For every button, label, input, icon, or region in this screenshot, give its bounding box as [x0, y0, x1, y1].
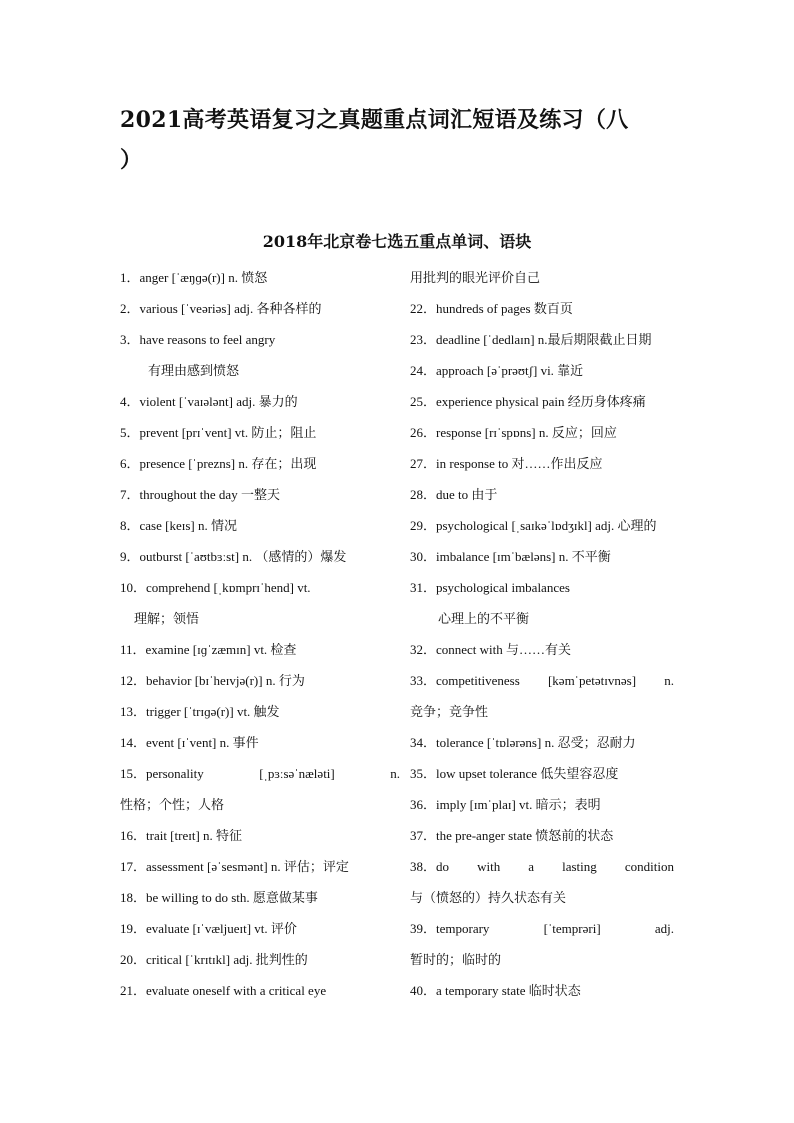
vocab-item: 34．tolerance [ˈtɒlərəns] n. 忍受；忍耐力 — [410, 735, 636, 750]
vocab-item: 35．low upset tolerance 低失望容忍度 — [410, 766, 619, 781]
vocab-item-justified — [120, 762, 400, 793]
vocab-pos: adj. — [654, 921, 674, 936]
vocab-item: 6．presence [ˈprezns] n. 存在；出现 — [120, 456, 317, 471]
vocab-item: 16．trait [treɪt] n. 特征 — [120, 828, 243, 843]
vocab-item-meaning: 理解；领悟 — [134, 611, 200, 626]
vocab-item: 29．psychological [ˌsaɪkəˈlɒdʒɪkl] adj. 心理的 — [410, 518, 657, 533]
vocab-pronunciation: [ˌpɜːsəˈnæləti] — [259, 766, 335, 781]
vocab-item-meaning: 竞争；竞争性 — [410, 704, 489, 719]
vocab-item: 10．comprehend [ˌkɒmprɪˈhend] vt. — [120, 580, 311, 595]
vocab-word-part: a — [528, 859, 535, 874]
vocab-word-part: condition — [624, 859, 674, 874]
vocab-item: 26．response [rɪˈspɒns] n. 反应；回应 — [410, 425, 617, 440]
vocab-pronunciation: [kəmˈpetətɪvnəs] — [547, 673, 637, 688]
vocab-item: 32．connect with 与……有关 — [410, 642, 572, 657]
document-title — [120, 100, 680, 180]
vocab-item-meaning: 有理由感到愤怒 — [148, 363, 240, 378]
section-subtitle: 2018年北京卷七选五重点单词、语块 — [262, 232, 532, 251]
vocab-item: 27．in response to 对……作出反应 — [410, 456, 603, 471]
vocab-item: 17．assessment [əˈsesmənt] n. 评估；评定 — [120, 859, 349, 874]
vocab-column-right — [410, 266, 674, 1010]
vocab-item-justified — [410, 855, 674, 886]
vocab-item: 24．approach [əˈprəʊtʃ] vi. 靠近 — [410, 363, 584, 378]
vocab-item: 23．deadline [ˈdedlaɪn] n.最后期限截止日期 — [410, 332, 652, 347]
vocab-word-part: with — [477, 859, 501, 874]
title-line-1: 2021高考英语复习之真题重点词汇短语及练习（八 — [120, 107, 629, 133]
vocab-item: 11．examine [ɪɡˈzæmɪn] vt. 检查 — [120, 642, 297, 657]
vocab-item-meaning: 暂时的；临时的 — [410, 952, 502, 967]
vocab-item: 9．outburst [ˈaʊtbɜːst] n. （感情的）爆发 — [120, 549, 347, 564]
vocab-item: 5．prevent [prɪˈvent] vt. 防止；阻止 — [120, 425, 317, 440]
vocab-item-meaning: 性格；个性；人格 — [120, 797, 225, 812]
vocab-item: 36．imply [ɪmˈplaɪ] vt. 暗示；表明 — [410, 797, 601, 812]
vocab-item: 21．evaluate oneself with a critical eye — [120, 983, 327, 998]
vocab-item: 25．experience physical pain 经历身体疼痛 — [410, 394, 646, 409]
vocab-word: 33．competitiveness — [410, 673, 520, 688]
vocab-item: 13．trigger [ˈtrɪɡə(r)] vt. 触发 — [120, 704, 280, 719]
vocab-item: 1．anger [ˈæŋɡə(r)] n. 愤怒 — [120, 270, 268, 285]
vocab-word: 39．temporary — [410, 921, 490, 936]
vocab-item-meaning: 用批判的眼光评价自己 — [410, 270, 541, 285]
vocab-item: 20．critical [ˈkrɪtɪkl] adj. 批判性的 — [120, 952, 308, 967]
vocab-item: 40．a temporary state 临时状态 — [410, 983, 581, 998]
vocab-item-meaning: 心理上的不平衡 — [438, 611, 530, 626]
vocab-item: 12．behavior [bɪˈheɪvjə(r)] n. 行为 — [120, 673, 305, 688]
vocab-item: 30．imbalance [ɪmˈbæləns] n. 不平衡 — [410, 549, 611, 564]
vocab-item: 28．due to 由于 — [410, 487, 498, 502]
vocab-item: 8．case [keɪs] n. 情况 — [120, 518, 237, 533]
vocab-item-justified — [410, 669, 674, 700]
vocab-item-meaning: 与（愤怒的）持久状态有关 — [410, 890, 567, 905]
vocab-item: 37．the pre-anger state 愤怒前的状态 — [410, 828, 614, 843]
vocab-item: 19．evaluate [ɪˈvæljueɪt] vt. 评价 — [120, 921, 297, 936]
vocab-item: 31．psychological imbalances — [410, 580, 570, 595]
vocab-item-justified — [410, 917, 674, 948]
title-line-2: ） — [120, 147, 143, 173]
vocab-item: 14．event [ɪˈvent] n. 事件 — [120, 735, 259, 750]
vocab-item: 4．violent [ˈvaɪələnt] adj. 暴力的 — [120, 394, 298, 409]
vocab-pos: n. — [664, 673, 674, 688]
vocab-word-part: lasting — [562, 859, 597, 874]
vocab-item: 2．various [ˈveəriəs] adj. 各种各样的 — [120, 301, 322, 316]
vocab-item: 18．be willing to do sth. 愿意做某事 — [120, 890, 318, 905]
vocab-pos: n. — [390, 766, 400, 781]
vocab-item: 7．throughout the day 一整天 — [120, 487, 280, 502]
vocab-column-left — [120, 266, 400, 1010]
vocab-word: 38．do — [410, 859, 450, 874]
vocab-pronunciation: [ˈtemprəri] — [543, 921, 601, 936]
vocab-word: 15．personality — [120, 766, 204, 781]
vocab-item: 3．have reasons to feel angry — [120, 332, 276, 347]
vocab-item: 22．hundreds of pages 数百页 — [410, 301, 573, 316]
